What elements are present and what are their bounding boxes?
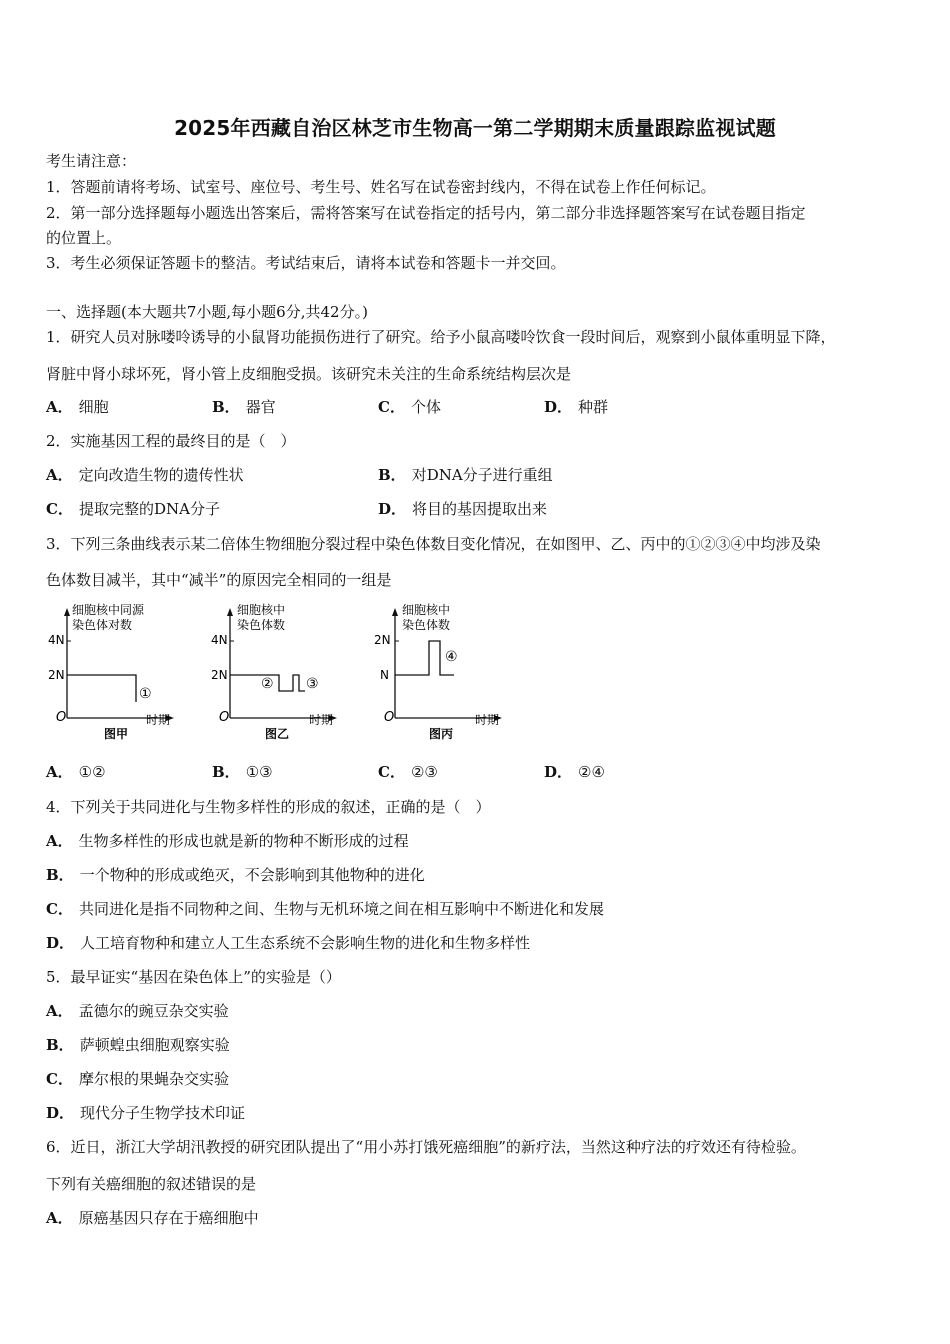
q4-option-d: D． 人工培育物种和建立人工生态系统不会影响生物的进化和生物多样性 xyxy=(46,934,531,952)
q2-option-b: B． 对DNA分子进行重组 xyxy=(378,466,553,484)
q2-option-d: D． 将目的基因提取出来 xyxy=(378,500,548,518)
question-3-stem: 3．下列三条曲线表示某二倍体生物细胞分裂过程中染色体数目变化情况，在如图甲、乙、丙中的①②③④中均涉及染 xyxy=(46,535,821,553)
q2-option-c: C． 提取完整的DNA分子 xyxy=(46,500,220,518)
question-6-stem: 6．近日，浙江大学胡汛教授的研究团队提出了“用小苏打饿死癌细胞”的新疗法，当然这种疗法的疗效还有待检验。 xyxy=(46,1138,806,1156)
curve-mark: ② xyxy=(261,676,274,692)
exam-title: 2025年西藏自治区林芝市生物高一第二学期期末质量跟踪监视试题 xyxy=(174,116,776,140)
q5-option-a: A． 孟德尔的豌豆杂交实验 xyxy=(46,1002,229,1020)
figure-ylabel: 细胞核中 xyxy=(402,603,451,617)
q3-option-b: B． ①③ xyxy=(212,763,273,781)
figure-ylabel: 染色体数 xyxy=(402,618,451,632)
q3-option-a: A． ①② xyxy=(46,763,106,781)
notice-item: 的位置上。 xyxy=(46,229,122,247)
x-axis-label: 时期 xyxy=(309,713,334,727)
question-2-stem: 2．实施基因工程的最终目的是（ ） xyxy=(46,432,296,450)
curve-mark: ④ xyxy=(445,649,458,665)
q3-option-c: C． ②③ xyxy=(378,763,438,781)
y-axis-arrow xyxy=(64,608,70,616)
figure-caption: 图甲 xyxy=(104,727,129,741)
q5-option-d: D． 现代分子生物学技术印证 xyxy=(46,1104,246,1122)
y-axis-arrow xyxy=(227,608,233,616)
q2-option-a: A． 定向改造生物的遗传性状 xyxy=(46,466,244,484)
tick-label: 2N xyxy=(374,633,391,647)
figure-ylabel: 染色体对数 xyxy=(72,618,133,632)
origin-label: O xyxy=(56,710,67,725)
q4-option-a: A． 生物多样性的形成也就是新的物种不断形成的过程 xyxy=(46,832,409,850)
notice-item: 1．答题前请将考场、试室号、座位号、考生号、姓名写在试卷密封线内，不得在试卷上作任何标记。 xyxy=(46,178,716,196)
q1-option-b: B． 器官 xyxy=(212,398,276,416)
figure-caption: 图丙 xyxy=(429,727,454,741)
section-heading: 一、选择题(本大题共7小题,每小题6分,共42分。) xyxy=(46,303,368,321)
curve-mark: ③ xyxy=(306,676,319,692)
x-axis-label: 时期 xyxy=(475,713,500,727)
figure-ylabel: 染色体数 xyxy=(237,618,286,632)
q4-option-b: B． 一个物种的形成或绝灭，不会影响到其他物种的进化 xyxy=(46,866,425,884)
figure-ylabel: 细胞核中 xyxy=(237,603,286,617)
q3-option-d: D． ②④ xyxy=(544,763,605,781)
notice-item: 2．第一部分选择题每小题选出答案后，需将答案写在试卷指定的括号内，第二部分非选择题答案写在试卷题目指定 xyxy=(46,204,806,222)
x-axis-label: 时期 xyxy=(146,713,171,727)
notice-item: 3．考生必须保证答题卡的整洁。考试结束后，请将本试卷和答题卡一并交回。 xyxy=(46,254,566,272)
origin-label: O xyxy=(219,710,230,725)
figure-yi xyxy=(205,600,365,745)
figure-ylabel: 细胞核中同源 xyxy=(72,603,145,617)
tick-label: 4N xyxy=(48,633,65,647)
curve-mark: ① xyxy=(139,686,152,702)
curve xyxy=(67,675,136,702)
figure-jia xyxy=(40,600,200,745)
figure-bing xyxy=(372,600,532,745)
q1-option-a: A． 细胞 xyxy=(46,398,109,416)
figure-caption: 图乙 xyxy=(265,727,290,741)
origin-label: O xyxy=(384,710,395,725)
tick-label: N xyxy=(380,668,389,682)
notice-heading: 考生请注意： xyxy=(46,152,137,170)
question-1-stem: 肾脏中肾小球坏死，肾小管上皮细胞受损。该研究未关注的生命系统结构层次是 xyxy=(46,365,572,383)
question-1-stem: 1．研究人员对脉喽呤诱导的小鼠肾功能损伤进行了研究。给予小鼠高喽呤饮食一段时间后，观察到小鼠体重明显下降， xyxy=(46,328,836,346)
q1-option-d: D． 种群 xyxy=(544,398,609,416)
y-axis-arrow xyxy=(392,608,398,616)
q1-option-c: C． 个体 xyxy=(378,398,441,416)
q6-option-a: A． 原癌基因只存在于癌细胞中 xyxy=(46,1209,259,1227)
tick-label: 4N xyxy=(211,633,228,647)
q4-option-c: C． 共同进化是指不同物种之间、生物与无机环境之间在相互影响中不断进化和发展 xyxy=(46,900,604,918)
tick-label: 2N xyxy=(211,668,228,682)
question-4-stem: 4．下列关于共同进化与生物多样性的形成的叙述，正确的是（ ） xyxy=(46,798,491,816)
q5-option-b: B． 萨顿蝗虫细胞观察实验 xyxy=(46,1036,230,1054)
tick-label: 2N xyxy=(48,668,65,682)
question-5-stem: 5．最早证实“基因在染色体上”的实验是（） xyxy=(46,968,341,986)
question-3-stem: 色体数目减半，其中“减半”的原因完全相同的一组是 xyxy=(46,571,392,589)
question-6-stem: 下列有关癌细胞的叙述错误的是 xyxy=(46,1175,257,1193)
q5-option-c: C． 摩尔根的果蝇杂交实验 xyxy=(46,1070,229,1088)
